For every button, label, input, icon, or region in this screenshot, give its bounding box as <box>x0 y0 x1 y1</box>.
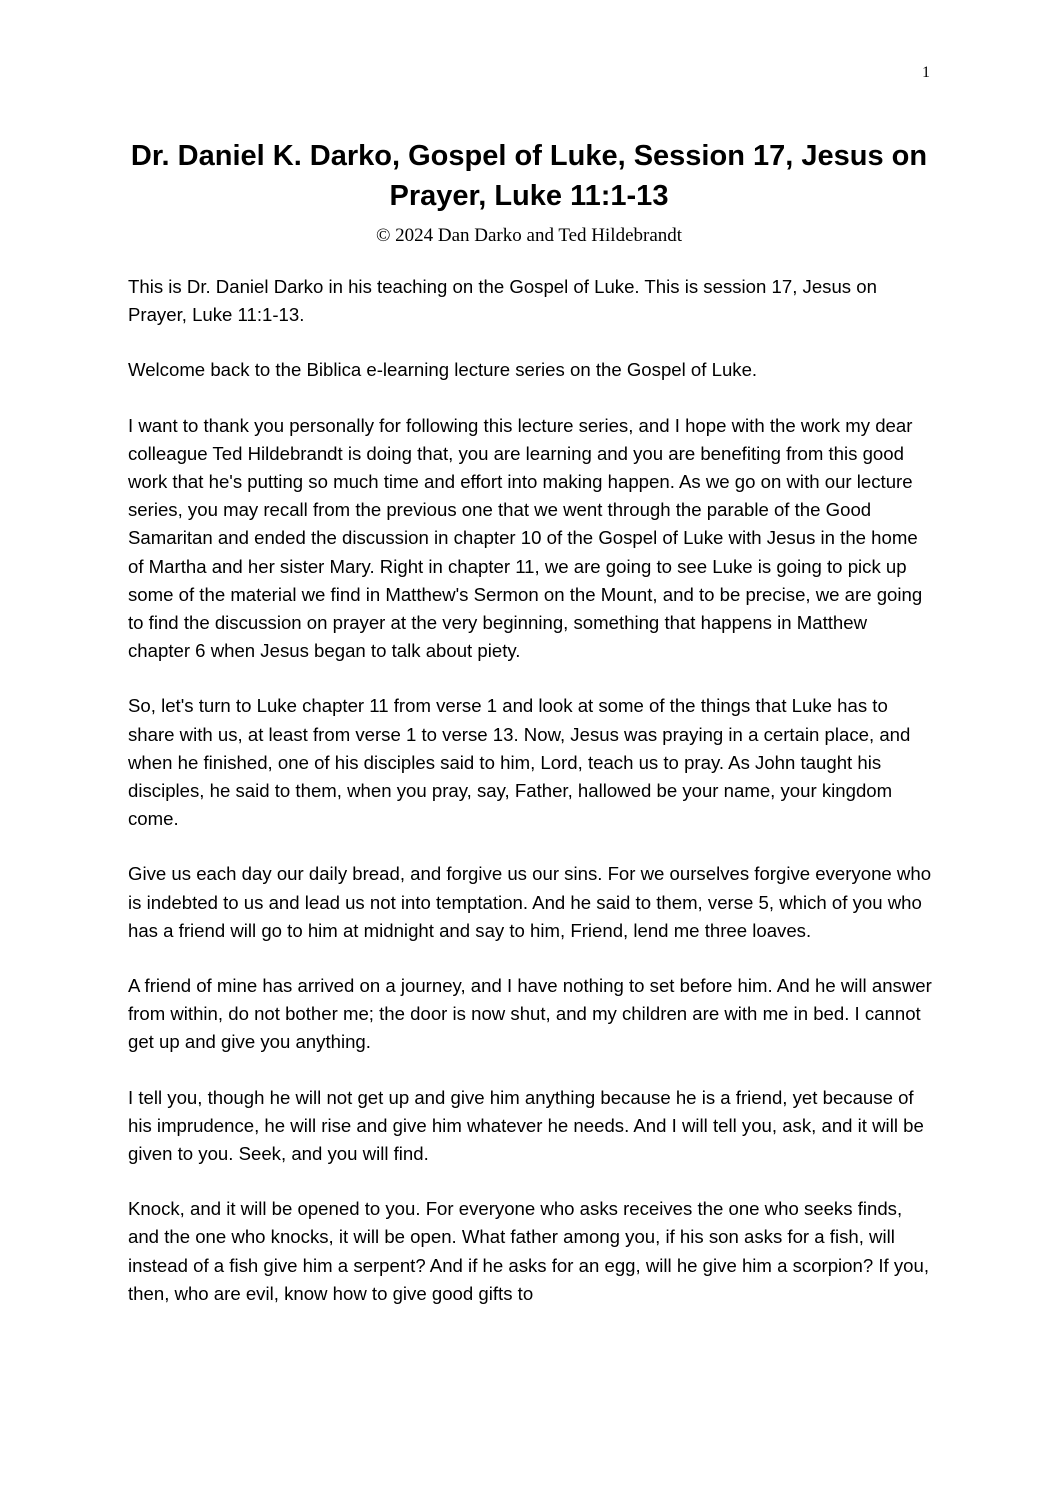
paragraph-friend-journey: A friend of mine has arrived on a journey, and I have nothing to set before him. And he will answer from within, do not bother me; the door is now shut, and my children are with me in bed. I cannot get up and give you anything. <box>128 975 932 1053</box>
copyright-line: © 2024 Dan Darko and Ted Hildebrandt <box>375 225 683 246</box>
paragraph-ask-seek: I tell you, though he will not get up and give him anything because he is a friend, yet because of his imprudence, he will rise and give him whatever he needs. And I will tell you, ask, and it will be given to you. Seek, and you will find. <box>128 1086 924 1165</box>
document-body <box>128 273 934 1335</box>
page-number: 1 <box>922 64 930 81</box>
paragraph-daily-bread: Give us each day our daily bread, and forgive us our sins. For we ourselves forgive everyone who is indebted to us and lead us not into temptation. And he said to them, verse 5, which of you who has a friend will go to him at midnight and say to him, Friend, lend me three loaves. <box>128 863 932 941</box>
paragraph-intro: This is Dr. Daniel Darko in his teaching on the Gospel of Luke. This is session 17, Jesus on Prayer, Luke 11:1-13. <box>128 276 877 326</box>
document-title: Dr. Daniel K. Darko, Gospel of Luke, Session 17, Jesus on Prayer, Luke 11:1-13 <box>130 140 928 212</box>
paragraph-luke-11: So, let's turn to Luke chapter 11 from verse 1 and look at some of the things that Luke has to share with us, at least from verse 1 to verse 13. Now, Jesus was praying in a certain place, and when he finished, one of his disciples said to him, Lord, teach us to pray. As John taught his disciples, he said to them, when you pray, say, Father, hallowed be your name, your kingdom come. <box>128 695 911 830</box>
paragraph-welcome: Welcome back to the Biblica e-learning lecture series on the Gospel of Luke. <box>128 359 758 381</box>
paragraph-knock: Knock, and it will be opened to you. For everyone who asks receives the one who seeks finds, and the one who knocks, it will be open. What father among you, if his son asks for a fish, will instead of a fish give him a serpent? And if he asks for an egg, will he give him a scorpion? If you, then, who are evil, know how to give good gifts to <box>128 1198 930 1304</box>
paragraph-thanks: I want to thank you personally for following this lecture series, and I hope with the work my dear colleague Ted Hildebrandt is doing that, you are learning and you are benefiting from this good work that he's putting so much time and effort into making happen. As we go on with our lecture series, you may recall from the previous one that we went through the parable of the Good Samaritan and ended the discussion in chapter 10 of the Gospel of Luke with Jesus in the home of Martha and her sister Mary. Right in chapter 11, we are going to see Luke is going to pick up some of the material we find in Matthew's Sermon on the Mount, and to be precise, we are going to find the discussion on prayer at the very beginning, something that happens in Matthew chapter 6 when Jesus began to talk about piety. <box>128 414 923 662</box>
